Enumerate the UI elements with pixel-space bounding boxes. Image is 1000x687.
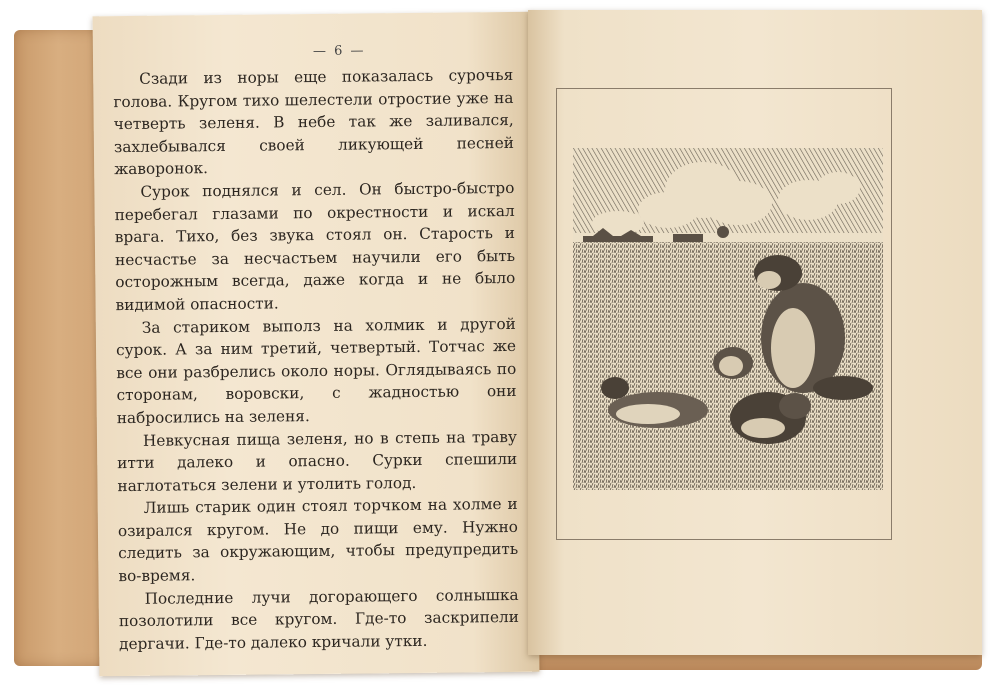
- right-page: [528, 10, 982, 655]
- paragraph: Невкусная пища зеленя, но в степь на траву итти далеко и опасно. Сурки спешили наглотаться зелени и утолить голод.: [117, 427, 518, 495]
- left-page: [93, 12, 540, 677]
- paragraph: Последние лучи догорающего солнышка позолотили все кругом. Где-то заскрипели дергачи. Где-то далеко кричали утки.: [118, 585, 519, 653]
- page-text: [113, 64, 519, 656]
- paragraph: Сурок поднялся и сел. Он быстро-быстро перебегал глазами по окрестности и искал врага. Тихо, без звука стоял он. Старость и несчастье за несчастьем научили его быть осторожным всегда, даже когда и не было видимой опасности.: [114, 178, 516, 315]
- paragraph: За стариком выполз на холмик и другой сурок. А за ним третий, четвертый. Тотчас же все они разбрелись около норы. Оглядываясь по сторонам, воровски, с жадностью они набросились на зеленя.: [115, 314, 517, 427]
- marmot-small: [713, 347, 753, 379]
- paragraph: Сзади из норы еще показалась сурочья голова. Кругом тихо шелестели отростие уже на четверть зеленя. В небе так же заливался, захлебывался своей ликующей песней жаворонок.: [113, 65, 514, 179]
- paragraph: Лишь старик один стоял торчком на холме и озирался кругом. Не до пищи ему. Нужно следить за окружающим, чтобы предупредить во-время.: [117, 495, 519, 586]
- page-number: — 6 —: [312, 43, 366, 60]
- marmot-illustration: [573, 148, 883, 490]
